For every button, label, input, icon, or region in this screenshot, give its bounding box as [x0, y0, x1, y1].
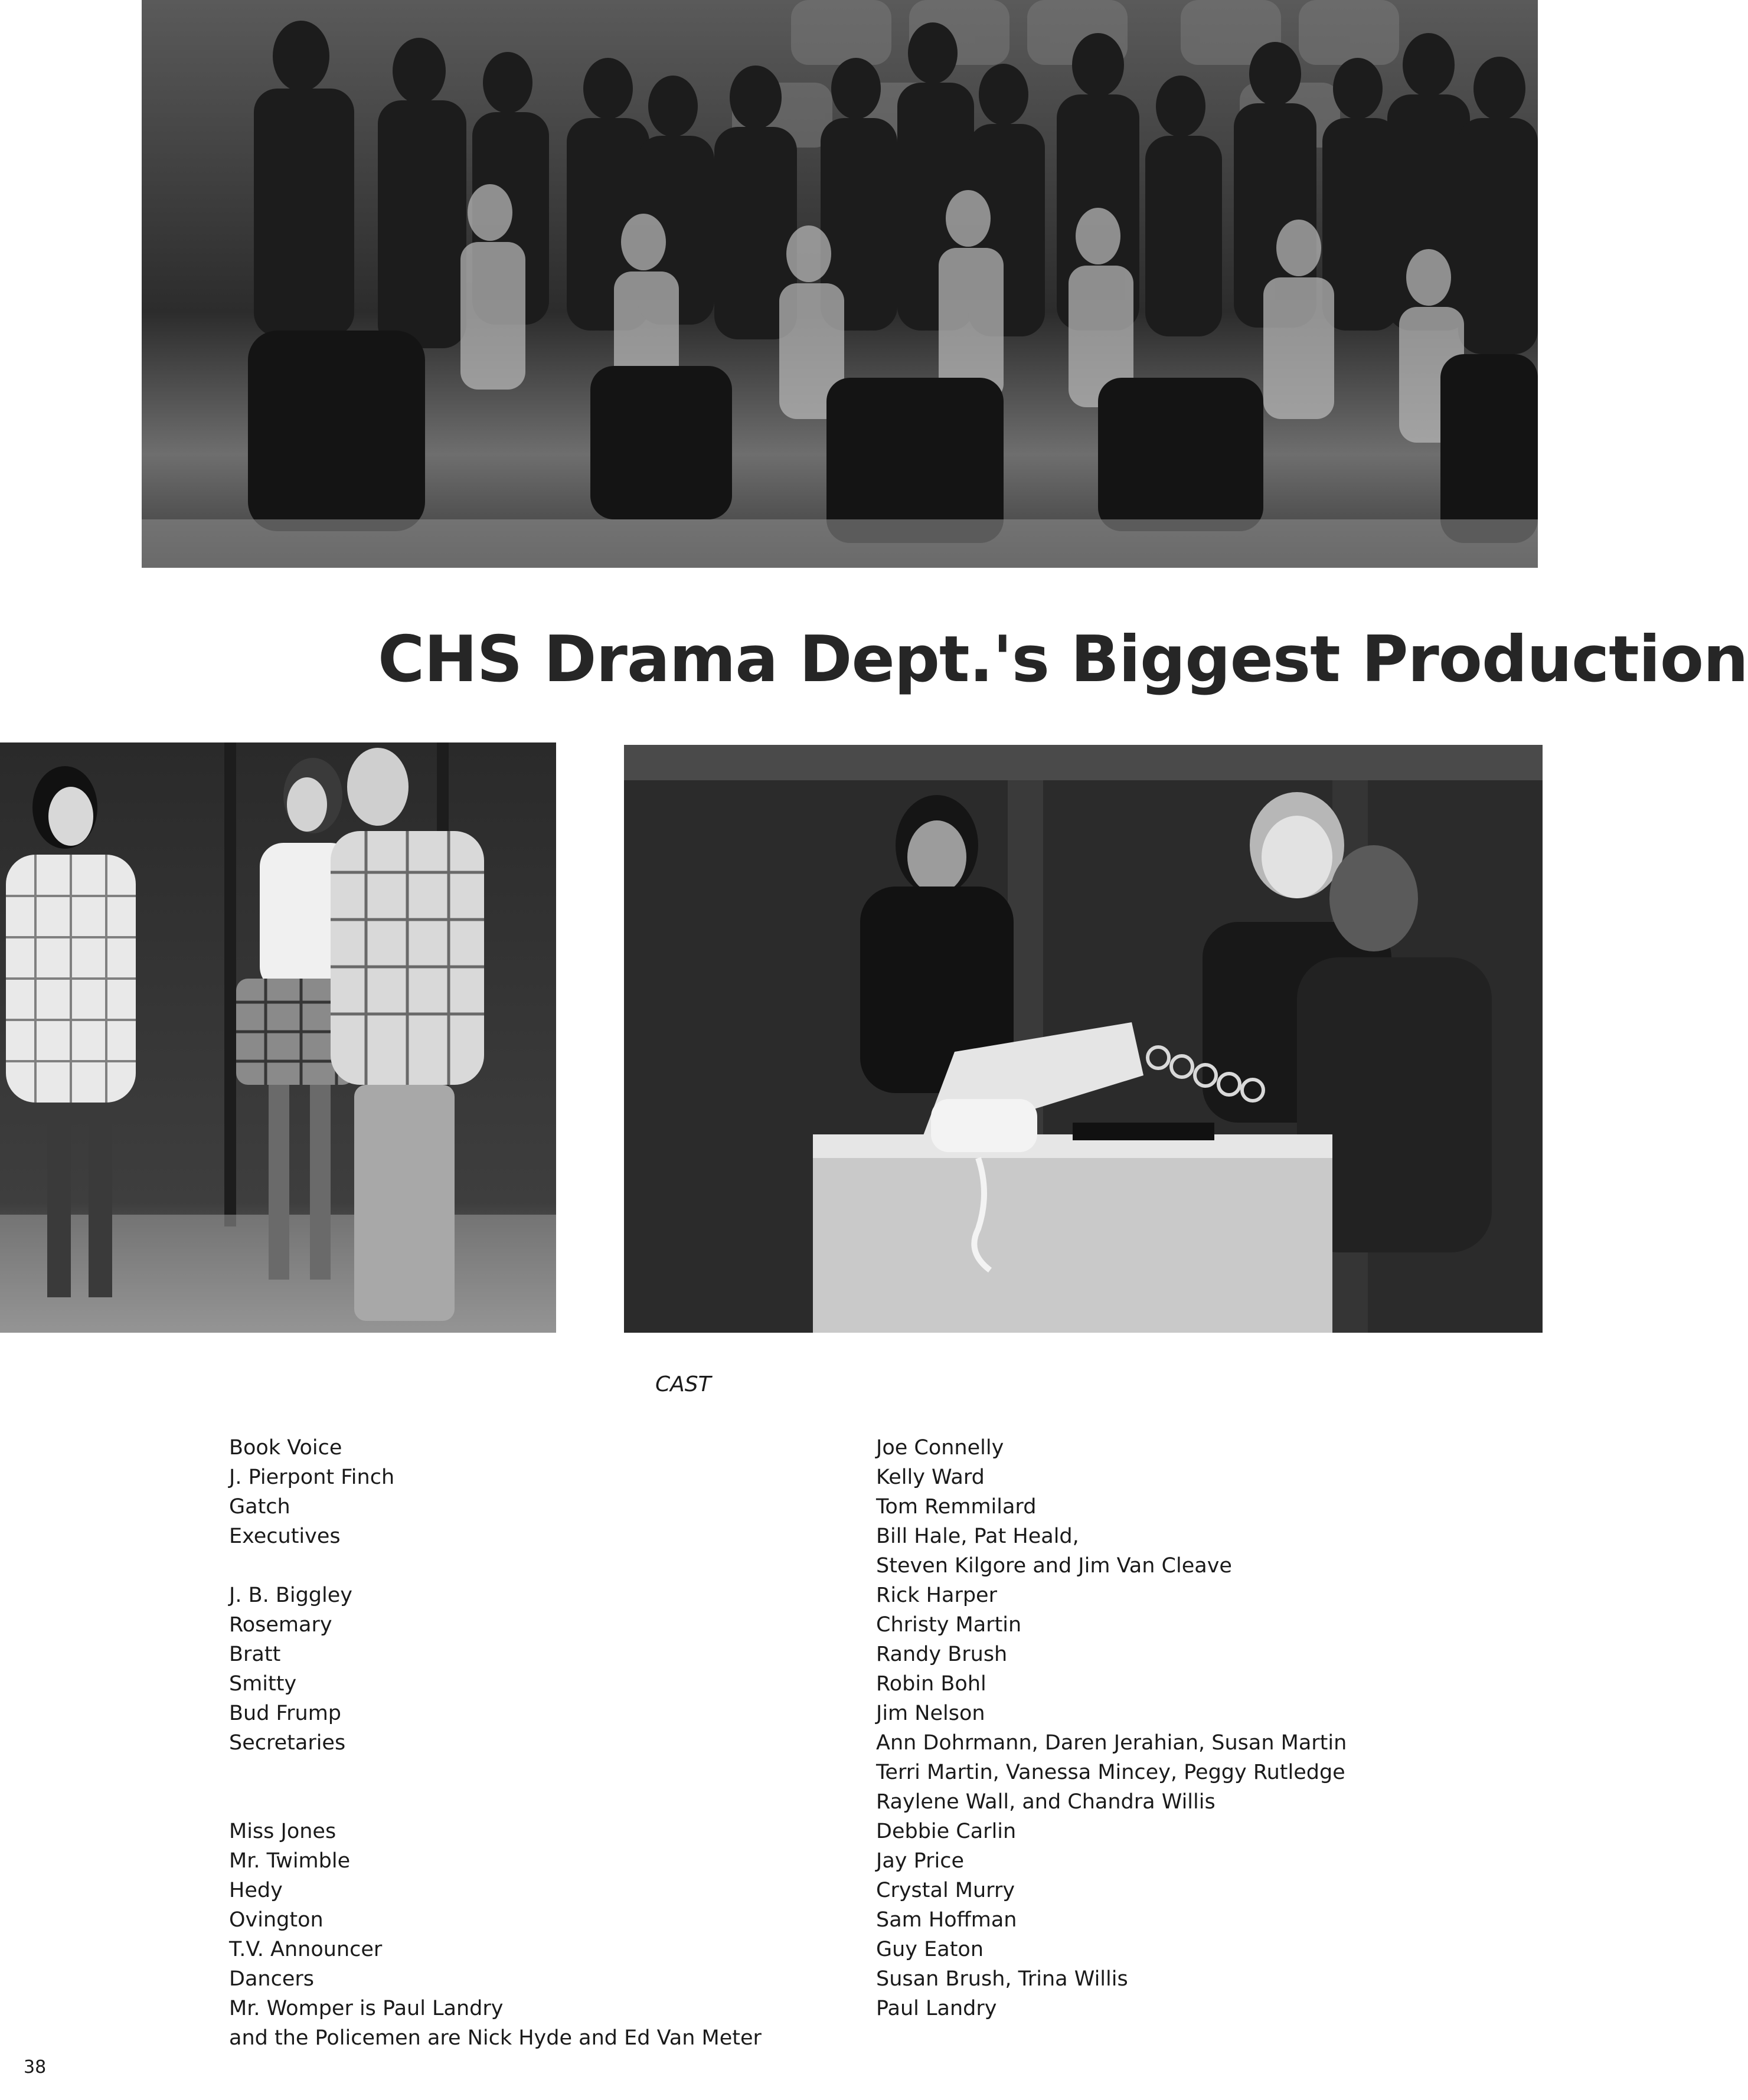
cast-actor: Bill Hale, Pat Heald,: [876, 1525, 1079, 1548]
cast-role: Rosemary: [229, 1613, 332, 1637]
cast-role: T.V. Announcer: [229, 1938, 383, 1961]
cast-role: J. Pierpont Finch: [229, 1466, 395, 1489]
cast-role: Book Voice: [229, 1436, 342, 1460]
cast-actor: Tom Remmilard: [876, 1495, 1037, 1519]
cast-actor: Kelly Ward: [876, 1466, 985, 1489]
page-number: 38: [24, 2057, 47, 2078]
cast-role: Gatch: [229, 1495, 290, 1519]
cast-role: J. B. Biggley: [229, 1584, 352, 1607]
cast-actor: Debbie Carlin: [876, 1820, 1017, 1843]
cast-role: [229, 1551, 762, 1581]
cast-actor: Crystal Murry: [876, 1879, 1015, 1902]
cast-actor: Rick Harper: [876, 1584, 997, 1607]
cast-actor: Raylene Wall, and Chandra Willis: [876, 1790, 1216, 1814]
cast-actor: Joe Connelly: [876, 1436, 1004, 1460]
cast-actor: Terri Martin, Vanessa Mincey, Peggy Rutledge: [876, 1761, 1345, 1784]
cast-actor: Jim Nelson: [876, 1702, 985, 1725]
cast-actor: Steven Kilgore and Jim Van Cleave: [876, 1554, 1232, 1578]
cast-role: Mr. Womper is Paul Landry: [229, 1997, 504, 2020]
cast-role: Bratt: [229, 1643, 281, 1666]
cast-role: and the Policemen are Nick Hyde and Ed Van Meter: [229, 2026, 762, 2050]
cast-actors-column: [876, 1433, 1347, 2023]
cast-role: Bud Frump: [229, 1702, 342, 1725]
cast-actor: Christy Martin: [876, 1613, 1022, 1637]
cast-role: [229, 1787, 762, 1817]
cast-role: Dancers: [229, 1967, 314, 1991]
cast-actor: Sam Hoffman: [876, 1908, 1017, 1932]
cast-roles-column: [229, 1433, 762, 2053]
group-cast-photo: [142, 0, 1538, 568]
cast-role: Ovington: [229, 1908, 324, 1932]
cast-actor: Robin Bohl: [876, 1672, 986, 1696]
cast-actor: Susan Brush, Trina Willis: [876, 1967, 1128, 1991]
stage-scene-left-photo: [0, 742, 556, 1333]
cast-role: Secretaries: [229, 1731, 346, 1755]
cast-actor: Randy Brush: [876, 1643, 1008, 1666]
stage-scene-right-photo: [624, 745, 1543, 1333]
cast-heading: CAST: [655, 1372, 711, 1396]
cast-actor: Jay Price: [876, 1849, 964, 1873]
cast-actor: Paul Landry: [876, 1997, 997, 2020]
cast-role: Miss Jones: [229, 1820, 336, 1843]
cast-role: Smitty: [229, 1672, 297, 1696]
cast-role: Executives: [229, 1525, 341, 1548]
cast-actor: Ann Dohrmann, Daren Jerahian, Susan Martin: [876, 1731, 1347, 1755]
cast-role: [229, 1758, 762, 1787]
cast-role: Hedy: [229, 1879, 283, 1902]
cast-role: Mr. Twimble: [229, 1849, 351, 1873]
cast-actor: Guy Eaton: [876, 1938, 984, 1961]
page-title: CHS Drama Dept.'s Biggest Production: [378, 623, 1748, 696]
